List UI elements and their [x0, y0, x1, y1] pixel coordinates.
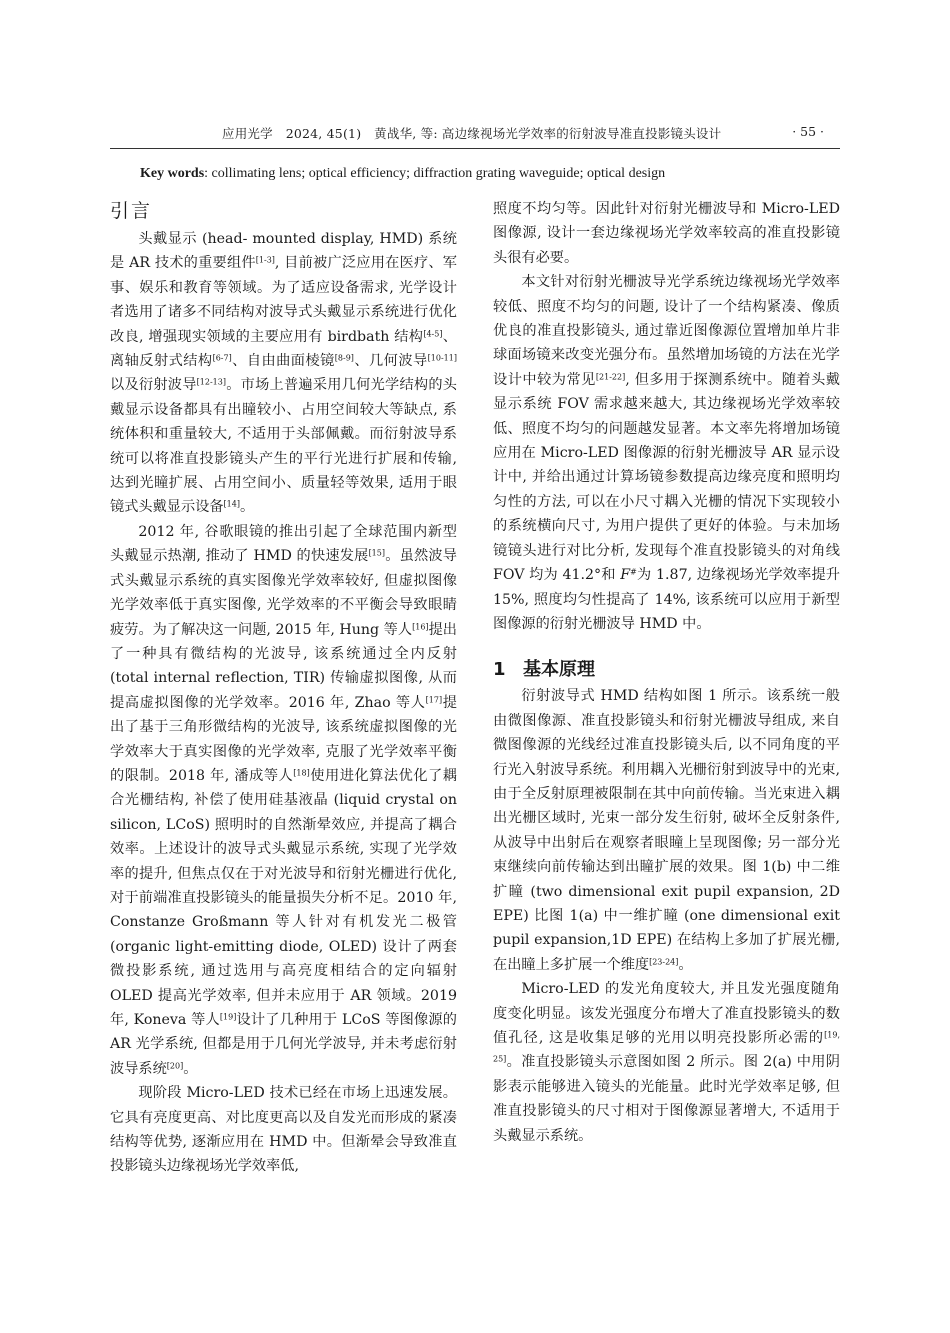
citation: [15]: [368, 548, 385, 558]
intro-paragraph-2: 2012 年, 谷歌眼镜的推出引起了全球范围内新型头戴显示热潮, 推动了 HMD 的快速发展[15]。虽然波导式头戴显示系统的真实图像光学效率较好, 但虚拟图像光学效率低于真实图像, 光学效率的不平衡会导致眼睛疲劳。为了解决这一问题, 2015 年, Hung 等人[16]提出了一种具有微结构的光波导, 该系统通过全内反射 (total internal reflection, TIR) 传输虚拟图像, 从而提高虚拟图像的光学效率。2016 年, Zhao 等人[17]提出了基于三角形微结构的光波导, 该系统虚拟图像的光学效率大于真实图像的光学效率, 克服了光学效率平衡的限制。2018 年, 潘成等人[18]使用进化算法优化了耦合光栅结构, 补偿了使用硅基液晶 (liquid crystal on silicon, LCoS) 照明时的自然渐晕效应, 并提高了耦合效率。上述设计的波导式头戴显示系统, 实现了光学效率的提升, 但焦点仅在于对光波导和衍射光栅进行优化, 对于前端准直投影镜头的能量损失分析不足。2010 年, Constanze Großmann 等人针对有机发光二极管 (organic light-emitting diode, OLED) 设计了两套微投影系统, 通过选用与高亮度相结合的定向辐射 OLED 提高光学效率, 但并未应用于 AR 领域。2019 年, Koneva 等人[19]设计了几种用于 LCoS 等图像源的 AR 光学系统, 但都是用于几何光学波导, 并未考虑衍射波导系统[20]。: [110, 523, 457, 1077]
citation: [19, 25]: [493, 1030, 840, 1065]
page-number: · 55 ·: [792, 124, 824, 139]
section-title: 基本原理: [523, 659, 595, 681]
intro-heading: 引言: [110, 200, 153, 222]
citation: [23-24]: [649, 957, 679, 967]
citation: [20]: [166, 1061, 184, 1071]
citation: [19]: [219, 1012, 237, 1022]
citation: [12-13]: [196, 378, 226, 388]
citation: [10-11]: [427, 353, 457, 363]
intro-paragraph-1: 头戴显示 (head- mounted display, HMD) 系统是 AR 技术的重要组件[1-3], 目前被广泛应用在医疗、军事、娱乐和教育等领域。为了适应设备需求, 光学设计者选用了诸多不同结构对波导式头戴显示系统进行优化改良, 增强现实领域的主要应用有 birdbath 结构[4-5]、离轴反射式结构[6-7]、自由曲面棱镜[8-9]、几何波导[10-11]以及衍射波导[12-13]。市场上普遍采用几何光学结构的头戴显示设备都具有出瞳较小、占用空间较大等缺点, 系统体积和重量较大, 不适用于头部佩戴。而衍射波导系统可以将准直投影镜头产生的平行光进行扩展和传输, 达到光瞳扩展、占用空间小、质量轻等效果, 适用于眼镜式头戴显示设备[14]。: [110, 231, 457, 516]
keywords-label: Key words: [140, 166, 205, 181]
keywords-text: : collimating lens; optical efficiency; diffraction grating waveguide; optical design: [204, 166, 666, 181]
citation: [17]: [425, 695, 443, 705]
section-1-paragraph-1: 衍射波导式 HMD 结构如图 1 所示。该系统一般由微图像源、准直投影镜头和衍射光栅波导组成, 来自微图像源的光线经过准直投影镜头后, 以不同角度的平行光入射波导系统。利用耦入光栅衍射到波导中的光束, 由于全反射原理被限制在其中向前传输。当光束进入耦出光栅区域时, 光束一部分发生衍射, 破坏全反射条件, 从波导中出射后在观察者眼瞳上呈现图像; 另一部分光束继续向前传输达到出瞳扩展的效果。图 1(b) 中二维扩瞳 (two dimensional exit pupil expansion, 2D EPE) 比图 1(a) 中一维扩瞳 (one dimensional exit pupil expansion,1D EPE) 在结构上多加了扩展光栅, 在出瞳上多扩展一个维度[23-24]。: [493, 688, 840, 973]
section-1-heading: [493, 656, 840, 684]
citation: [4-5]: [423, 329, 443, 339]
left-column: [110, 197, 457, 1179]
intro-paragraph-4: 本文针对衍射光栅波导光学系统边缘视场光学效率较低、照度不均匀的问题, 设计了一个结构紧凑、像质优良的准直投影镜头, 通过靠近图像源位置增加单片非球面场镜来改变光强分布。虽然增加场镜的方法在光学设计中较为常见[21-22], 但多用于探测系统中。随着头戴显示系统 FOV 需求越来越大, 其边缘视场光学效率较低、照度不均匀的问题越发显著。本文率先将增加场镜应用在 Micro-LED 图像源的衍射光栅波导 AR 显示设计中, 并给出通过计算场镜参数提高边缘亮度和照明均匀性的方法, 可以在小尺寸耦入光栅的情况下实现较小的系统横向尺寸, 为用户提供了更好的体验。与未加场镜镜头进行对比分析, 发现每个准直投影镜头的对角线 FOV 均为 41.2°和 F#为 1.87, 边缘视场光学效率提升 15%, 照度均匀性提高了 14%, 该系统可以应用于新型图像源的衍射光栅波导 HMD 中。: [493, 274, 840, 632]
citation: [18]: [293, 768, 310, 778]
section-number: 1: [493, 659, 506, 681]
running-header: [110, 120, 840, 146]
section-1-paragraph-2: Micro-LED 的发光角度较大, 并且发光强度随角度变化明显。该发光强度分布增大了准直投影镜头的数值孔径, 这是收集足够的光用以明亮投影所必需的[19, 25]。准直投影镜头示意图如图 2 所示。图 2(a) 中用阴影表示能够进入镜头的光能量。此时光学效率足够, 但准直投影镜头的尺寸相对于图像源显著增大, 不适用于头戴显示系统。: [493, 981, 840, 1144]
citation: [21-22]: [595, 372, 626, 382]
intro-paragraph-3-continued: 照度不均匀等。因此针对衍射光栅波导和 Micro-LED 图像源, 设计一套边缘视场光学效率较高的准直投影镜头很有必要。: [493, 201, 840, 266]
citation: [14]: [223, 500, 240, 510]
right-column: [493, 197, 840, 1148]
f-number-symbol: F: [620, 567, 631, 584]
citation: [1-3]: [255, 256, 275, 266]
citation: [6-7]: [212, 353, 232, 363]
header-rule: [110, 148, 840, 149]
running-title: 应用光学 2024, 45(1) 黄战华, 等: 高边缘视场光学效率的衍射波导准直投影镜头设计: [222, 126, 722, 141]
f-number-superscript: #: [630, 567, 637, 577]
citation: [8-9]: [334, 353, 354, 363]
intro-paragraph-3: 现阶段 Micro-LED 技术已经在市场上迅速发展。它具有亮度更高、对比度更高以及自发光而形成的紧凑结构等优势, 逐渐应用在 HMD 中。但渐晕会导致准直投影镜头边缘视场光学效率低,: [110, 1085, 457, 1175]
citation: [16]: [412, 622, 429, 632]
keywords-line: [140, 166, 840, 182]
